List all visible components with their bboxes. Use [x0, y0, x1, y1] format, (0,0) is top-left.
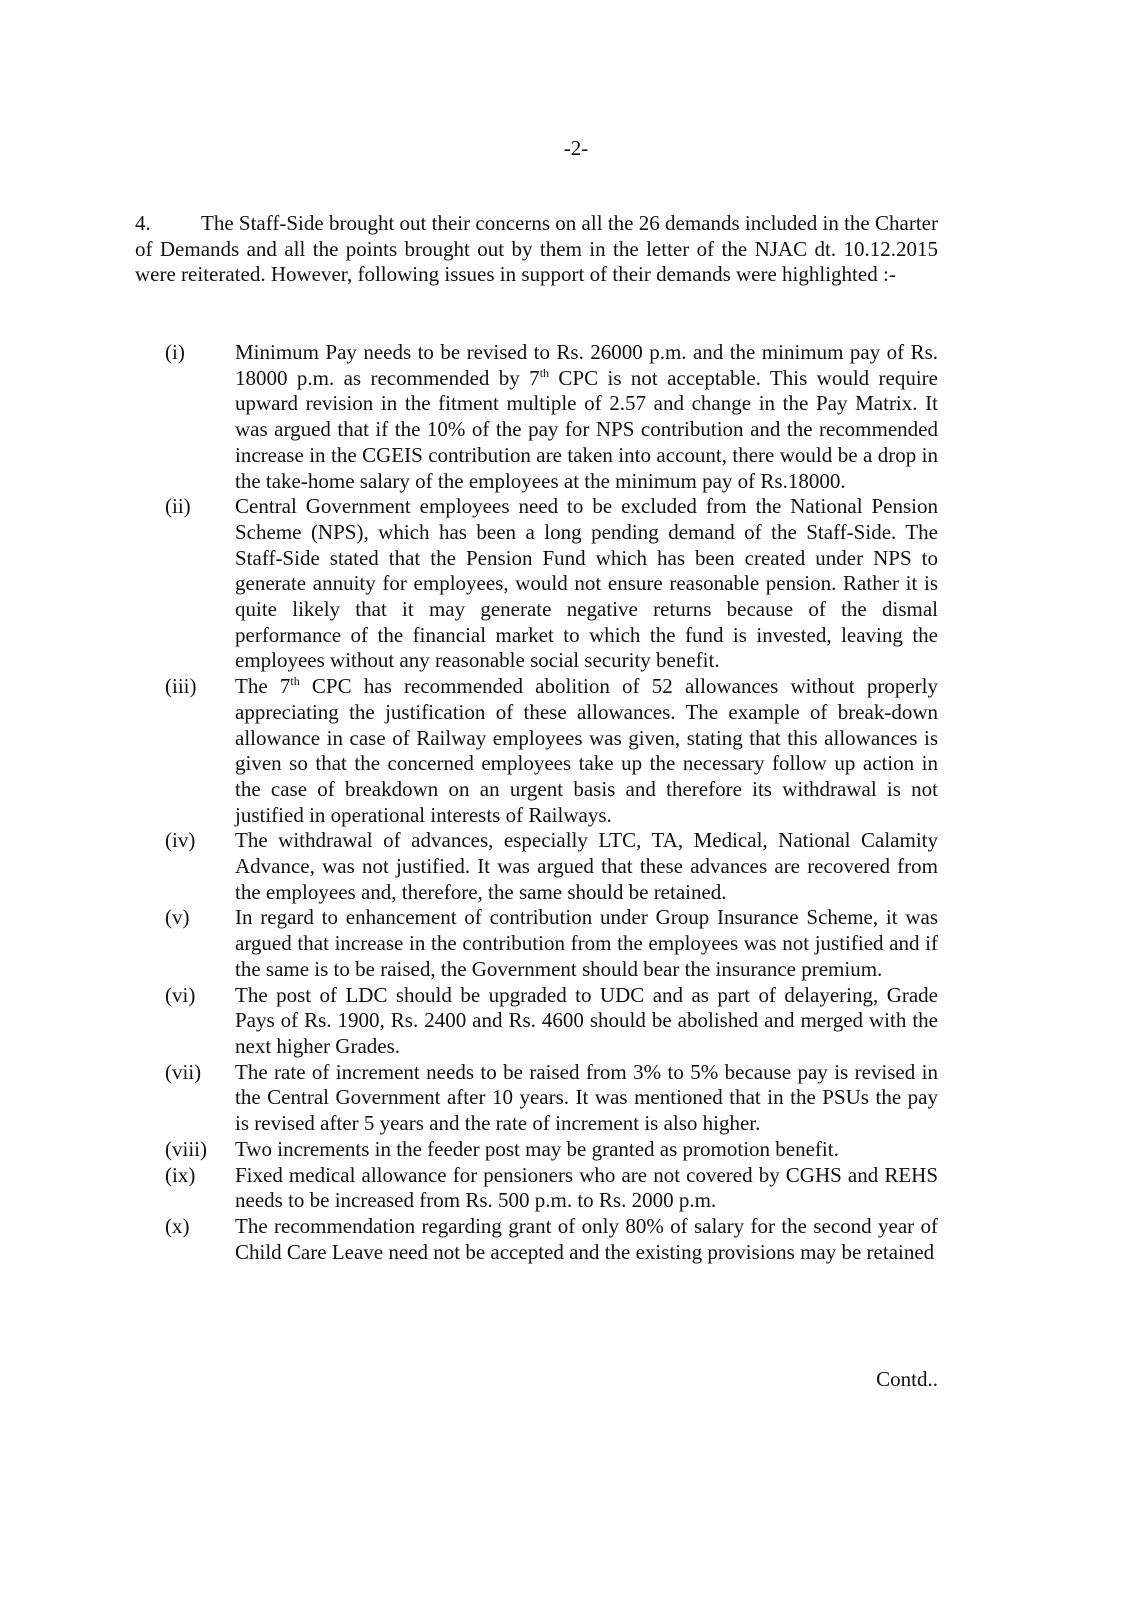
item-text-pre: Central Government employees need to be excluded from the National Pension Scheme (NPS), which has been a long pending demand of the Staff-Side. The Staff-Side stated that the Pension Fund which has been created under NPS to generate annuity for employees, would not ensure reasonable pension. Rather it is quite likely that it may generate negative returns because of the dismal performance of the financial market to which the fund is invested, leaving the employees without any reasonable social security benefit.: [235, 494, 938, 673]
item-text: [235, 983, 938, 1060]
item-text: [235, 828, 938, 905]
item-text-post: CPC has recommended abolition of 52 allowances without properly appreciating the justification of these allowances. The example of break-down allowance in case of Railway employees was given, stating that this allowances is given so that the concerned employees take up the necessary follow up action in the case of breakdown on an urgent basis and therefore its withdrawal is not justified in operational interests of Railways.: [235, 674, 938, 827]
item-numeral: (x): [165, 1213, 190, 1238]
page-number: [0, 136, 1132, 162]
list-item: [165, 1214, 938, 1265]
item-numeral: (vi): [165, 982, 196, 1007]
item-text: [235, 1137, 938, 1163]
item-numeral: (viii): [165, 1136, 207, 1161]
item-text-pre: The 7: [235, 674, 291, 699]
item-text-pre: In regard to enhancement of contribution under Group Insurance Scheme, it was argued that increase in the contribution from the employees was not justified and if the same is to be raised, the Government should bear the insurance premium.: [235, 905, 938, 981]
item-text-pre: The withdrawal of advances, especially LTC, TA, Medical, National Calamity Advance, was not justified. It was argued that these advances are recovered from the employees and, therefore, the same should be retained.: [235, 828, 938, 904]
superscript: th: [290, 674, 300, 689]
item-text: [235, 1163, 938, 1214]
item-text-pre: The rate of increment needs to be raised from 3% to 5% because pay is revised in the Central Government after 10 years. It was mentioned that in the PSUs the pay is revised after 5 years and the rate of increment is also higher.: [235, 1059, 938, 1136]
item-text: [235, 340, 938, 494]
list-item: [165, 983, 938, 1060]
item-text: [235, 494, 938, 674]
item-numeral: (ix): [165, 1162, 196, 1187]
list-item: [165, 340, 938, 494]
item-text: [235, 905, 938, 982]
list-item: [165, 905, 938, 982]
item-text-pre: Two increments in the feeder post may be granted as promotion benefit.: [235, 1136, 839, 1161]
list-item: [165, 1137, 938, 1163]
paragraph-4: [135, 211, 938, 288]
item-numeral: (i): [165, 340, 185, 364]
item-numeral: (v): [165, 905, 190, 930]
superscript: th: [539, 365, 550, 380]
item-text-pre: Minimum Pay needs to be revised to Rs. 26000 p.m. and the minimum pay of Rs. 18000 p.m. as recommended by 7: [235, 340, 938, 390]
list-item: [165, 1163, 938, 1214]
item-text: [235, 1060, 938, 1137]
item-numeral: (iv): [165, 828, 196, 853]
item-text-post: CPC is not acceptable. This would require upward revision in the fitment multiple of 2.57 and change in the Pay Matrix. It was argued that if the 10% of the pay for NPS contribution and the recommended increase in the CGEIS contribution are taken into account, there would be a drop in the take-home salary of the employees at the minimum pay of Rs.18000.: [235, 365, 938, 493]
list-item: [165, 674, 938, 828]
list-item: [165, 828, 938, 905]
item-numeral: (vii): [165, 1059, 202, 1084]
list-item: [165, 1060, 938, 1137]
item-numeral: (ii): [165, 494, 191, 519]
item-text-pre: The recommendation regarding grant of only 80% of salary for the second year of Child Care Leave need not be accepted and the existing provisions may be retained: [235, 1213, 938, 1264]
paragraph-number: 4.: [135, 211, 151, 235]
item-text-pre: The post of LDC should be upgraded to UDC and as part of delayering, Grade Pays of Rs. 1900, Rs. 2400 and Rs. 4600 should be abolished and merged with the next higher Grades.: [235, 982, 938, 1058]
item-text-pre: Fixed medical allowance for pensioners who are not covered by CGHS and REHS needs to be increased from Rs. 500 p.m. to Rs. 2000 p.m.: [235, 1162, 938, 1213]
demands-list: [165, 340, 938, 1265]
list-item: [165, 494, 938, 674]
paragraph-text: The Staff-Side brought out their concerns on all the 26 demands included in the Charter of Demands and all the points brought out by them in the letter of the NJAC dt. 10.12.2015 were reiterated. However, following issues in support of their demands were highlighted :-: [135, 211, 938, 287]
item-numeral: (iii): [165, 674, 197, 699]
continued-marker: Contd..: [876, 1367, 938, 1391]
item-text: [235, 1214, 938, 1265]
page-number-text: -2-: [563, 136, 589, 160]
item-text: [235, 674, 938, 828]
